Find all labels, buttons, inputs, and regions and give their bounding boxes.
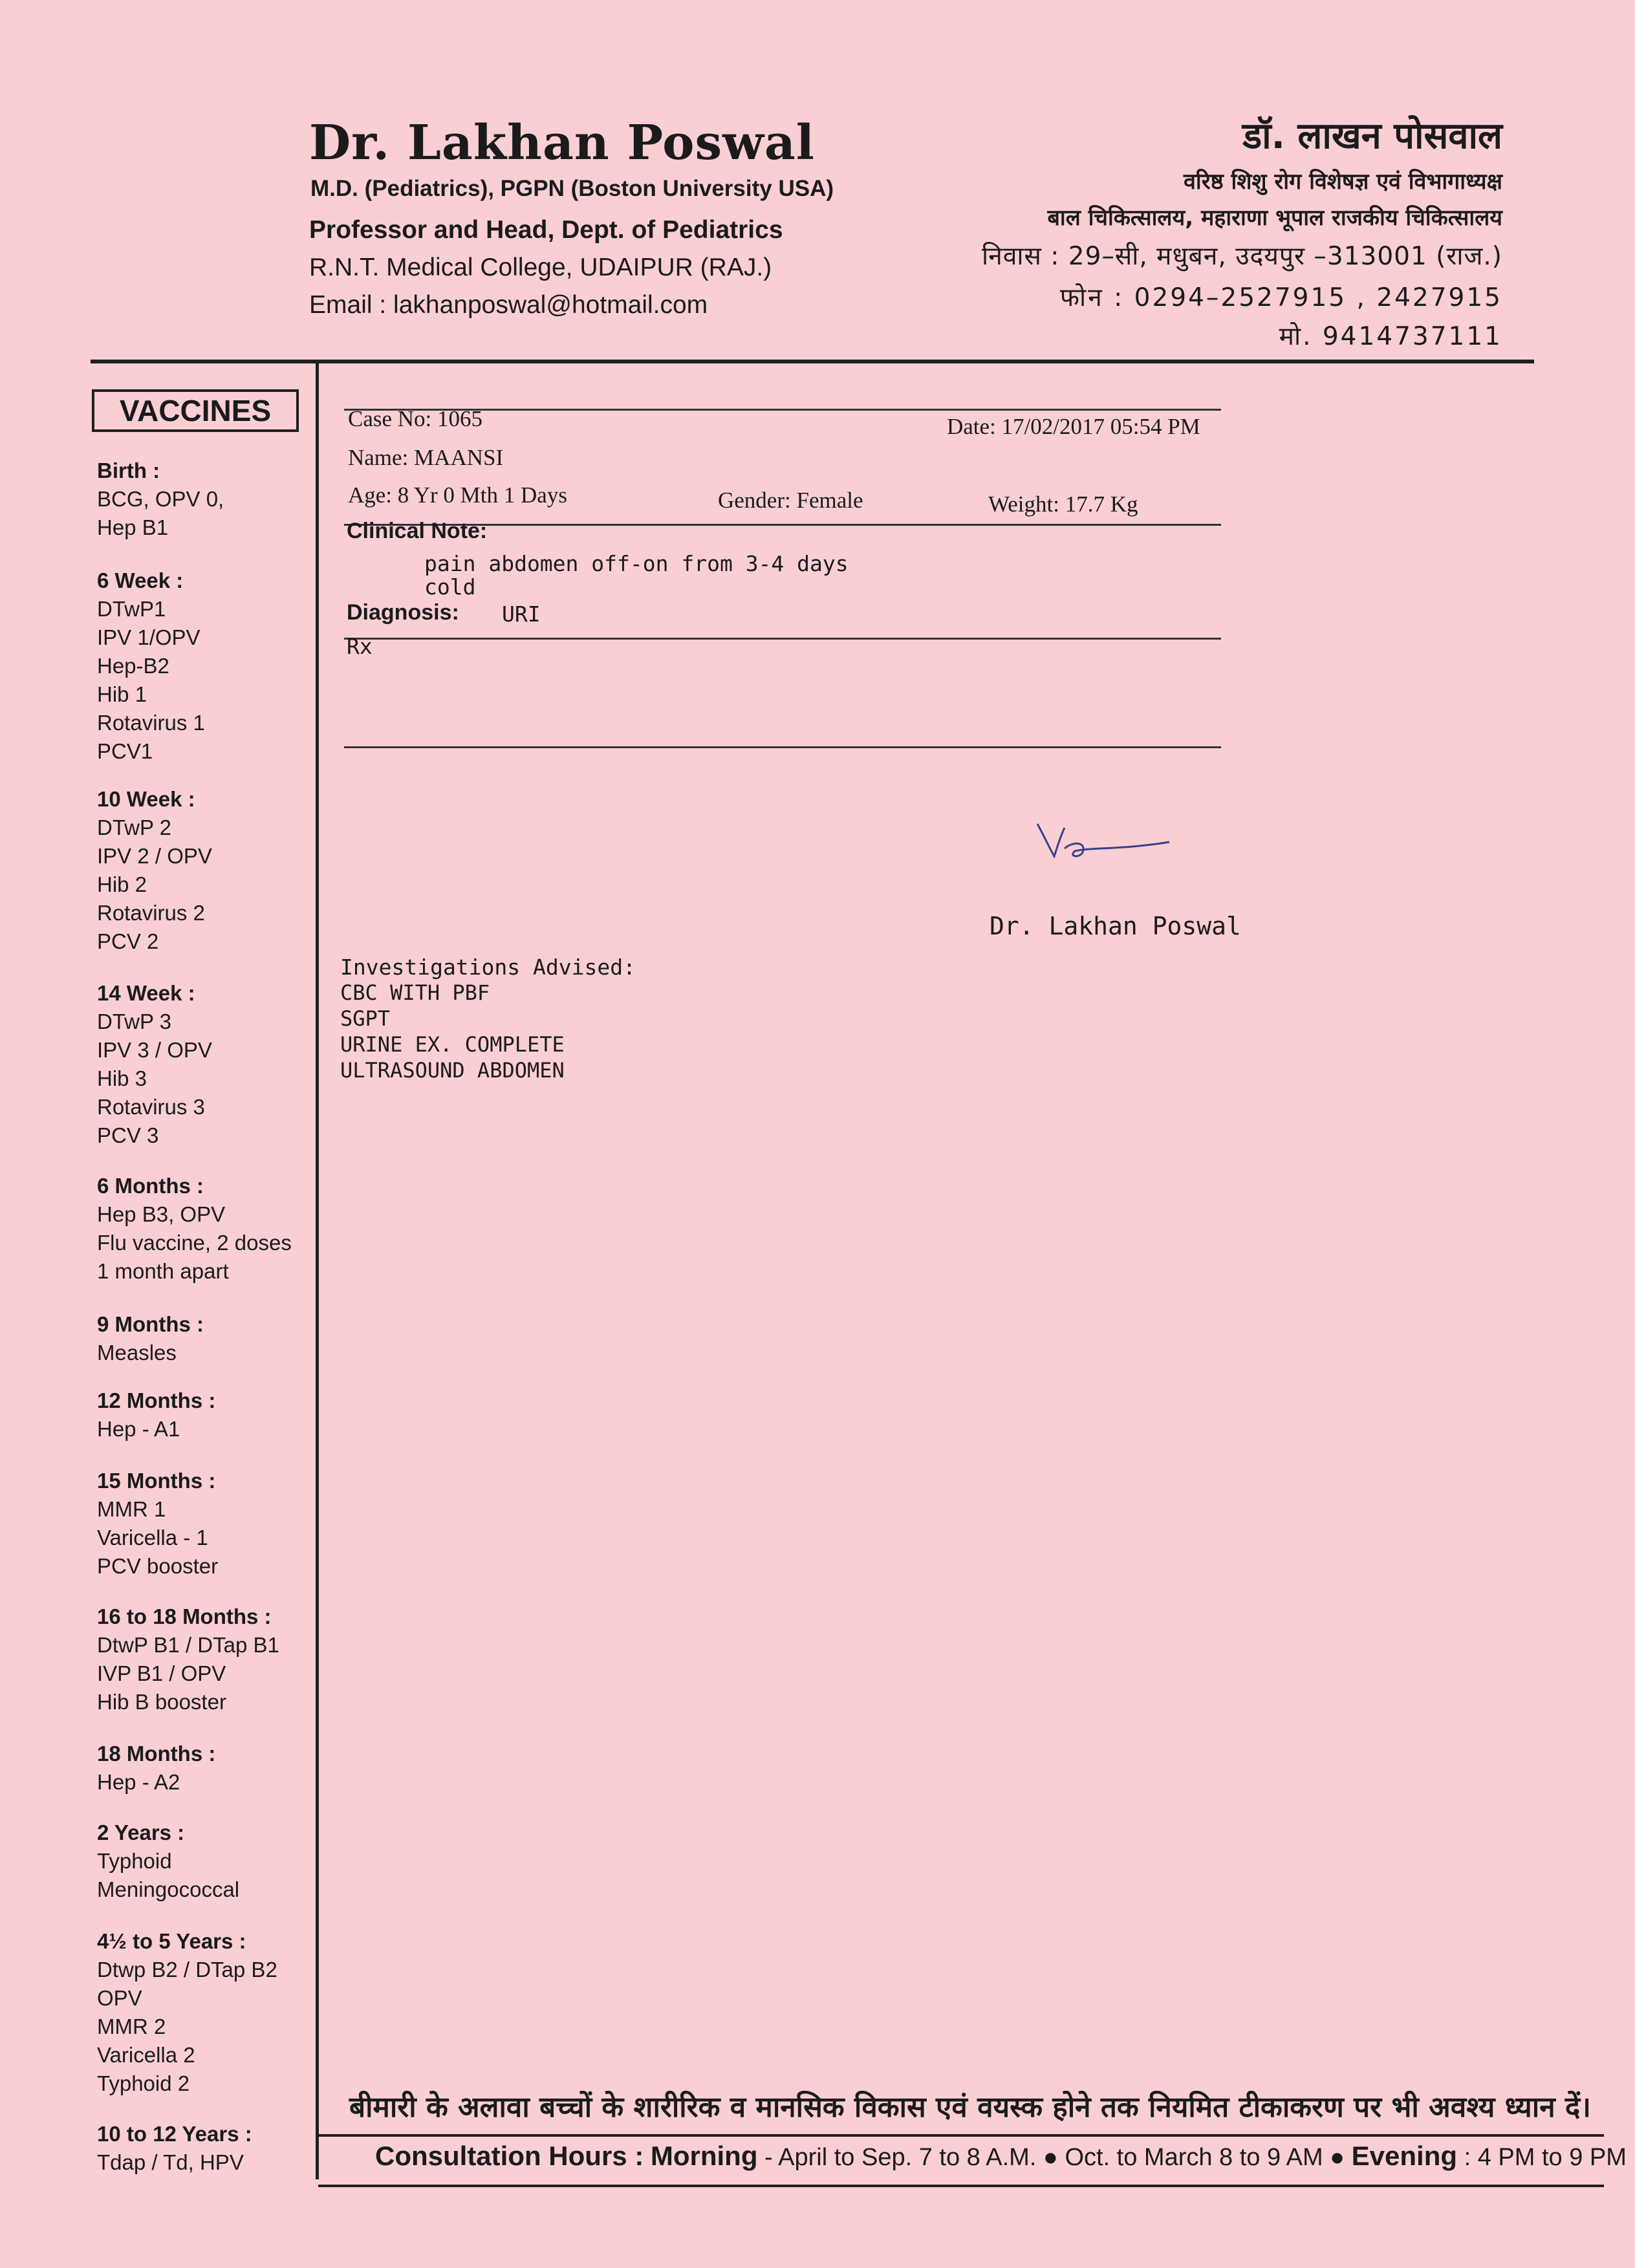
phone-hindi: फोन : 0294–2527915 , 2427915 <box>1059 283 1502 312</box>
vaccine-item: DTwP1 <box>97 597 166 621</box>
vaccine-group-heading: 4½ to 5 Years : <box>97 1929 246 1953</box>
vaccine-item: Measles <box>97 1341 177 1365</box>
investigation-item: ULTRASOUND ABDOMEN <box>340 1058 565 1083</box>
vaccine-group-heading: Birth : <box>97 459 160 482</box>
patient-age: Age: 8 Yr 0 Mth 1 Days <box>348 482 567 508</box>
visit-date: Date: 17/02/2017 05:54 PM <box>947 414 1200 439</box>
vaccine-item: DTwP 3 <box>97 1010 171 1033</box>
footer-hindi-note: बीमारी के अलावा बच्चों के शारीरिक व मानसिक विकास एवं वयस्क होने तक नियमित टीकाकरण पर भी अवश्य ध्यान दें। <box>349 2091 1591 2124</box>
vaccine-group-heading: 6 Week : <box>97 568 184 592</box>
mobile-hindi: मो. 9414737111 <box>1279 322 1502 351</box>
morning-hours: - April to Sep. 7 to 8 A.M. ● Oct. to March 8 to 9 AM ● <box>757 2144 1352 2171</box>
vaccine-group <box>97 1172 317 1286</box>
vaccine-item: Hib B booster <box>97 1690 226 1714</box>
footer-bottom-divider <box>318 2185 1604 2187</box>
case-number: Case No: 1065 <box>348 406 483 431</box>
vaccine-item: Hib 1 <box>97 682 147 706</box>
rx-label: Rx <box>347 634 373 659</box>
vaccine-item: Hib 2 <box>97 872 147 896</box>
clinical-note-line: cold <box>424 574 476 599</box>
doctor-college: R.N.T. Medical College, UDAIPUR (RAJ.) <box>309 254 772 281</box>
evening-label: Evening <box>1351 2141 1458 2171</box>
vaccine-item: DtwP B1 / DTap B1 <box>97 1633 279 1657</box>
vaccine-item: Hep - A1 <box>97 1417 180 1441</box>
vaccine-item: Varicella 2 <box>97 2043 195 2067</box>
vaccine-item: IPV 1/OPV <box>97 625 200 649</box>
vaccine-item: OPV <box>97 1986 142 2010</box>
vaccine-group <box>97 567 317 766</box>
vaccine-item: MMR 1 <box>97 1497 166 1521</box>
header-divider <box>91 360 1534 363</box>
patient-gender: Gender: Female <box>718 488 863 513</box>
vaccine-group <box>97 785 317 956</box>
vaccine-group-heading: 14 Week : <box>97 981 195 1005</box>
vaccine-group <box>97 1310 317 1367</box>
evening-hours: : 4 PM to 9 PM <box>1457 2144 1627 2171</box>
vaccine-item: IPV 3 / OPV <box>97 1038 212 1062</box>
signature-name: Dr. Lakhan Poswal <box>990 912 1241 940</box>
diagnosis-value: URI <box>502 601 541 627</box>
vaccine-group <box>97 1467 317 1581</box>
vaccine-item: MMR 2 <box>97 2014 166 2038</box>
vaccine-item: Hep-B2 <box>97 654 169 678</box>
vaccine-item: IPV 2 / OPV <box>97 844 212 868</box>
clinical-note-label: Clinical Note: <box>347 519 488 543</box>
vaccine-group <box>97 1740 317 1797</box>
vaccine-item: PCV 2 <box>97 929 159 953</box>
vaccine-item: Rotavirus 2 <box>97 901 205 925</box>
vaccine-item: Varicella - 1 <box>97 1526 208 1550</box>
vaccine-item: Meningococcal <box>97 1877 240 1901</box>
vaccine-group <box>97 1603 317 1716</box>
vaccine-group-heading: 15 Months : <box>97 1469 216 1493</box>
doctor-email: Email : lakhanposwal@hotmail.com <box>309 291 708 319</box>
vaccine-group-heading: 10 Week : <box>97 787 195 811</box>
consultation-hours <box>375 2141 1627 2172</box>
vaccine-item: IVP B1 / OPV <box>97 1661 226 1685</box>
vaccines-title: VACCINES <box>92 389 299 432</box>
vaccine-group <box>97 1819 317 1904</box>
vaccine-item: Rotavirus 3 <box>97 1095 205 1119</box>
doctor-name: Dr. Lakhan Poswal <box>309 115 815 171</box>
vaccine-item: Hep B3, OPV <box>97 1202 226 1226</box>
vaccine-group-heading: 18 Months : <box>97 1742 216 1766</box>
vaccine-item: Typhoid <box>97 1849 172 1873</box>
patient-name: Name: MAANSI <box>348 445 504 470</box>
rx-bottom-rule <box>344 746 1221 748</box>
vaccine-item: Hib 3 <box>97 1066 147 1090</box>
vaccine-item: Hep B1 <box>97 515 169 539</box>
vaccine-item: PCV booster <box>97 1554 219 1578</box>
vaccine-group-heading: 6 Months : <box>97 1174 204 1198</box>
doctor-degree: M.D. (Pediatrics), PGPN (Boston University USA) <box>310 176 834 201</box>
hospital-hindi: बाल चिकित्सालय, महाराणा भूपाल राजकीय चिकित्सालय <box>1047 205 1502 231</box>
doctor-role-hindi: वरिष्ठ शिशु रोग विशेषज्ञ एवं विभागाध्यक्ष <box>1184 169 1502 195</box>
vaccine-group-heading: 2 Years : <box>97 1820 185 1844</box>
vaccine-group <box>97 1927 317 2098</box>
address-hindi: निवास : 29–सी, मधुबन, उदयपुर –313001 (राज.) <box>981 242 1502 271</box>
footer-top-divider <box>318 2134 1604 2137</box>
vaccine-item: PCV 3 <box>97 1123 159 1147</box>
vaccine-group-heading: 9 Months : <box>97 1312 204 1336</box>
doctor-title: Professor and Head, Dept. of Pediatrics <box>309 216 783 244</box>
vaccine-group <box>97 979 317 1150</box>
investigation-item: SGPT <box>340 1006 391 1031</box>
morning-label: Morning <box>650 2141 758 2171</box>
investigation-item: URINE EX. COMPLETE <box>340 1032 565 1057</box>
vaccine-group <box>97 457 317 542</box>
vaccine-group <box>97 2120 317 2177</box>
vaccine-item: Typhoid 2 <box>97 2071 190 2095</box>
diagnosis-label: Diagnosis: <box>347 600 459 625</box>
vaccine-group-heading: 12 Months : <box>97 1388 216 1412</box>
diagnosis-rule <box>344 638 1221 640</box>
investigation-item: CBC WITH PBF <box>340 980 490 1005</box>
vaccine-item: BCG, OPV 0, <box>97 487 224 511</box>
doctor-name-hindi: डॉ. लाखन पोसवाल <box>1242 115 1502 157</box>
patient-weight: Weight: 17.7 Kg <box>988 491 1138 517</box>
vaccine-item: PCV1 <box>97 739 153 763</box>
vaccine-item: Dtwp B2 / DTap B2 <box>97 1958 277 1982</box>
vaccine-item: Tdap / Td, HPV <box>97 2150 244 2174</box>
vaccine-group <box>97 1387 317 1443</box>
handwritten-signature <box>1032 816 1187 874</box>
vaccine-group-heading: 10 to 12 Years : <box>97 2122 252 2146</box>
vaccine-item: Rotavirus 1 <box>97 711 205 735</box>
vaccine-group-heading: 16 to 18 Months : <box>97 1604 272 1628</box>
vaccine-item: 1 month apart <box>97 1259 229 1283</box>
vaccine-item: Flu vaccine, 2 doses <box>97 1231 292 1255</box>
vaccine-item: Hep - A2 <box>97 1770 180 1794</box>
vaccine-item: DTwP 2 <box>97 815 171 839</box>
consultation-label: Consultation Hours : <box>375 2141 644 2171</box>
clinical-note-line: pain abdomen off-on from 3-4 days <box>424 551 849 576</box>
investigations-label: Investigations Advised: <box>340 955 636 980</box>
